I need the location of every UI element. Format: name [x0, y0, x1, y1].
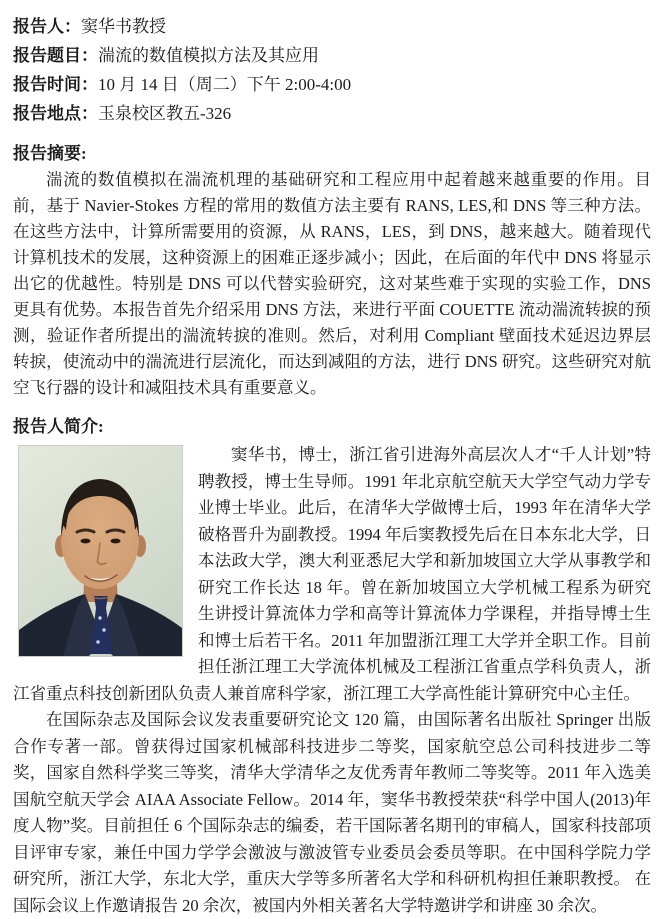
speaker-value: 窦华书教授: [81, 17, 166, 36]
speaker-row: [13, 12, 651, 41]
bio-heading: 报告人简介:: [13, 417, 104, 436]
title-row: [13, 41, 651, 70]
speaker-photo: [19, 446, 182, 656]
location-label: 报告地点：: [13, 104, 98, 123]
time-value: 10 月 14 日（周二）下午 2:00-4:00: [98, 75, 352, 94]
title-value: 湍流的数值模拟方法及其应用: [98, 46, 319, 65]
bio-section: [13, 442, 651, 919]
bio-paragraph-1: 窦华书，博士，浙江省引进海外高层次人才“千人计划”特聘教授，博士生导师。1991 年北京航空航天大学空气动力学专业博士毕业。此后，在清华大学做博士后，1993 年在清华大学破格晋升为副教授。1994 年后窦教授先后在日本东北大学，日本法政大学，澳大利亚悉尼大学和新加坡国立大学从事教学和研究工作长达 18 年。曾在新加坡国立大学机械工程系为研究生讲授计算流体力学和高等计算流体力学课程，并指导博士生和博士后若干名。2011 年加盟浙江理工大学并全职工作。目前担任浙江理工大学流体机械及工程浙江省重点学科负责人，浙江省重点科技创新团队负责人兼首席科学家，浙江理工大学高性能计算研究中心主任。: [13, 445, 651, 703]
speaker-portrait-illustration: [19, 446, 182, 656]
bio-paragraph-2: 在国际杂志及国际会议发表重要研究论文 120 篇，由国际著名出版社 Springer 出版合作专著一部。曾获得过国家机械部科技进步二等奖，国家航空总公司科技进步二等奖，国家自然科学奖三等奖，清华大学清华之友优秀青年教师二等奖等。2011 年入选美国航空航天学会 AIAA Associate Fellow。2014 年，窦华书教授荣获“科学中国人(2013)年度人物”奖。目前担任 6 个国际杂志的编委，若干国际著名期刊的审稿人，国家科技部项目评审专家，兼任中国力学学会激波与激波管专业委员会委员等职。在中国科学院力学研究所，浙江大学，东北大学，重庆大学等多所著名大学和科研机构担任兼职教授。 在国际会议上作邀请报告 20 余次，被国内外相关著名大学特邀讲学和讲座 30 余次。: [13, 710, 651, 915]
time-label: 报告时间：: [13, 75, 98, 94]
location-row: [13, 99, 651, 128]
time-row: [13, 70, 651, 99]
header-info: [13, 12, 651, 128]
title-label: 报告题目：: [13, 46, 98, 65]
location-value: 玉泉校区教五-326: [98, 104, 232, 123]
speaker-label: 报告人：: [13, 17, 81, 36]
abstract-heading: 报告摘要:: [13, 144, 87, 163]
abstract-paragraph: 湍流的数值模拟在湍流机理的基础研究和工程应用中起着越来越重要的作用。目前，基于 Navier-Stokes 方程的常用的数值方法主要有 RANS, LES,和 DNS 等三种方法。在这些方法中，计算所需要用的资源，从 RANS，LES，到 DNS，越来越大。随着现代计算机技术的发展，这种资源上的困难正逐步减小；因此，在后面的年代中 DNS 将显示出它的优越性。特别是 DNS 可以代替实验研究，这对某些难于实现的实验工作，DNS 更具有优势。本报告首先介绍采用 DNS 方法，来进行平面 COUETTE 流动湍流转捩的预测，验证作者所提出的湍流转捩的准则。然后，对利用 Compliant 壁面技术延迟边界层转捩，使流动中的湍流进行层流化，而达到减阻的方法，进行 DNS 研究。这些研究对航空飞行器的设计和减阻技术具有重要意义。: [13, 170, 651, 397]
